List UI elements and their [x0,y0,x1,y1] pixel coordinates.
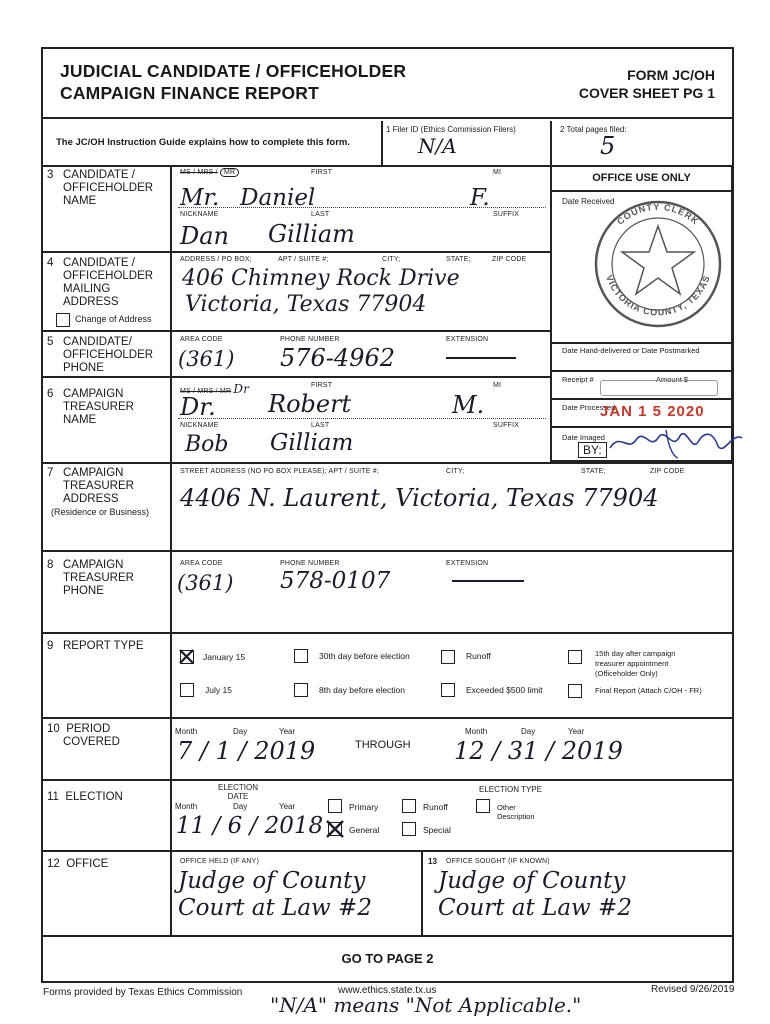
change-of-address-checkbox[interactable] [56,313,70,327]
section-9-label-text: REPORT TYPE [63,640,144,652]
candidate-area-code[interactable]: (361) [178,347,235,371]
8th-day-checkbox[interactable] [294,683,308,697]
office-divider [550,370,733,372]
section-5-label-l2: OFFICEHOLDER [63,349,154,361]
special-label: Special [423,825,451,835]
section-11-label [47,791,123,804]
section-3-label-l3: NAME [63,195,97,207]
nickname-label: NICKNAME [180,422,219,429]
phone-number-label: PHONE NUMBER [280,336,340,343]
state-label: STATE; [581,468,606,475]
july-15-label: July 15 [205,685,232,695]
other-label-l2: Description [497,812,535,821]
section-6-label-l2: TREASURER [63,401,134,413]
row-divider [41,717,734,719]
by-label: BY: [578,442,607,458]
final-report-label: Final Report (Attach C/OH - FR) [595,686,702,695]
office-sought-label: OFFICE SOUGHT (IF KNOWN) [446,858,550,865]
office-held-label: OFFICE HELD (IF ANY) [180,858,260,865]
election-type-label: ELECTION TYPE [479,785,542,794]
candidate-title-options: MS / MRS / MR [180,169,239,176]
election-date-label-l2: DATE [227,792,249,801]
period-from[interactable]: 7 / 1 / 2019 [177,737,316,765]
mi-label: MI [493,169,502,176]
other-label-l1: Other [497,803,516,812]
month-label: Month [175,802,198,811]
svg-text:VICTORIA COUNTY, TEXAS [604,274,712,318]
through-label: THROUGH [355,739,411,751]
treasurer-address[interactable]: 4406 N. Laurent, Victoria, Texas 77904 [180,484,659,512]
candidate-mi[interactable]: F. [470,185,490,211]
total-pages-value[interactable]: 5 [600,132,616,160]
section-7-label-l1: CAMPAIGN [63,467,124,479]
treasurer-area-code[interactable]: (361) [177,571,234,595]
day-label: Day [233,727,248,736]
treasurer-title-value[interactable]: Dr. [180,393,216,421]
15th-day-label-l1: 15th day after campaign [595,649,676,658]
processed-date-stamp: JAN 1 5 2020 [600,403,705,420]
section-number: 5 [47,336,54,348]
day-label: Day [233,802,248,811]
office-divider [550,190,733,192]
residence-or-business: (Residence or Business) [51,507,150,517]
election-date-label [218,783,258,801]
section-3-label [47,169,153,208]
extension-dash [452,580,524,582]
treasurer-first-name[interactable]: Robert [268,390,352,418]
clerk-signature [606,422,746,460]
office-divider [550,398,733,400]
section-10-label [47,723,120,749]
extension-label: EXTENSION [446,560,489,567]
city-label: CITY; [382,256,401,263]
candidate-phone[interactable]: 576-4962 [280,344,395,372]
row-divider [41,550,734,552]
section-number: 6 [47,388,54,400]
treasurer-mi[interactable]: M. [452,391,485,419]
section-7-label-l3: ADDRESS [63,493,119,505]
receipt-label: Receipt # [562,375,594,384]
15th-day-checkbox[interactable] [568,650,582,664]
mi-label: MI [493,382,502,389]
last-label: LAST [311,211,330,218]
date-received-label: Date Received [562,197,615,206]
primary-label: Primary [349,802,379,812]
section-number: 4 [47,257,54,269]
county-seal-stamp [584,196,732,332]
seal-bottom-text: VICTORIA COUNTY, TEXAS [604,273,712,318]
general-checkbox[interactable] [328,822,342,836]
section-9-label [47,640,144,653]
treasurer-title-inline: Dr [233,382,250,396]
section-4-label [47,257,153,309]
filer-id-value[interactable]: N/A [418,134,457,158]
zip-label: ZIP CODE [650,468,685,475]
section-number: 13 [428,857,437,866]
total-pages-label: 2 Total pages filed: [560,125,627,134]
section-11-label-text: ELECTION [65,791,123,803]
hand-delivered-label: Date Hand-delivered or Date Postmarked [562,346,700,355]
candidate-title-value[interactable]: Mr. [180,185,220,211]
final-report-checkbox[interactable] [568,684,582,698]
last-label: LAST [311,422,330,429]
dotted-line [178,207,546,208]
go-to-page-2: GO TO PAGE 2 [341,951,434,966]
runoff-election-checkbox[interactable] [402,799,416,813]
treasurer-title-options: MS / MRS / MR Dr [180,382,250,396]
section-3-label-l2: OFFICEHOLDER [63,182,154,194]
candidate-address-line2[interactable]: Victoria, Texas 77904 [185,292,427,317]
row-divider [41,251,550,253]
30th-day-checkbox[interactable] [294,649,308,663]
footer-provided-by: Forms provided by Texas Ethics Commission [43,987,243,998]
filer-id-label: 1 Filer ID (Ethics Commission Filers) [386,125,516,134]
candidate-first-name[interactable]: Daniel [240,185,316,211]
section-5-label-l1: CANDIDATE/ [63,336,132,348]
zip-label: ZIP CODE [492,256,527,263]
election-date-label-l1: ELECTION [218,783,259,792]
section-number: 10 [47,723,60,735]
section-4-label-l2: OFFICEHOLDER [63,270,154,282]
primary-checkbox[interactable] [328,799,342,813]
office-held-line1[interactable]: Judge of County [178,868,366,894]
row-divider [41,850,734,852]
exceeded-limit-label: Exceeded $500 limit [466,685,543,695]
apt-label: APT / SUITE #; [278,256,329,263]
office-sought-line2[interactable]: Court at Law #2 [438,895,632,921]
section-number: 7 [47,467,54,479]
office-use-title: OFFICE USE ONLY [592,172,691,184]
candidate-nickname[interactable]: Dan [180,222,230,250]
checkmark-x-icon [326,820,344,838]
date-imaged-label: Date Imaged [562,433,605,442]
section-10-label-l1: PERIOD [66,723,111,735]
day-label: Day [521,727,536,736]
form-title-line2: CAMPAIGN FINANCE REPORT [60,83,319,103]
receipt-stamp-box [600,380,718,396]
section-12-label-text: OFFICE [66,858,109,870]
special-checkbox[interactable] [402,822,416,836]
treasurer-nickname[interactable]: Bob [185,432,229,457]
exceeded-limit-checkbox[interactable] [441,683,455,697]
checkmark-x-icon [179,649,193,663]
month-label: Month [465,727,488,736]
section-4-label-l1: CANDIDATE / [63,257,135,269]
section-number: 8 [47,559,54,571]
july-15-checkbox[interactable] [180,683,194,697]
divider [421,850,423,935]
divider [381,121,383,165]
runoff-checkbox[interactable] [441,650,455,664]
section-4-label-l3: MAILING [63,283,111,295]
candidate-address-line1[interactable]: 406 Chimney Rock Drive [182,266,460,291]
candidate-last-name[interactable]: Gilliam [268,220,355,248]
suffix-label: SUFFIX [493,422,520,429]
section-7-label [47,467,134,506]
january-15-checkbox[interactable] [180,650,194,664]
nickname-label: NICKNAME [180,211,219,218]
section-6-label-l3: NAME [63,414,97,426]
row-divider [41,330,550,332]
first-label: FIRST [311,382,333,389]
amount-label: Amount $ [656,375,689,384]
section-8-label [47,559,134,598]
office-divider [550,342,733,344]
extension-label: EXTENSION [446,336,489,343]
section-10-label-l2: COVERED [63,736,120,748]
15th-day-label-l3: (Officeholder Only) [595,669,658,678]
period-to[interactable]: 12 / 31 / 2019 [454,737,623,765]
section-8-label-l3: PHONE [63,585,104,597]
row-divider [41,462,734,464]
section-8-label-l2: TREASURER [63,572,134,584]
treasurer-last-name[interactable]: Gilliam [270,430,354,456]
row-divider [41,935,734,937]
section-number: 3 [47,169,54,181]
label-column-divider [170,165,172,935]
suffix-label: SUFFIX [493,211,520,218]
section-8-label-l1: CAMPAIGN [63,559,124,571]
city-label: CITY; [446,468,465,475]
section-number: 11 [47,791,59,803]
row-divider [41,376,550,378]
other-checkbox[interactable] [476,799,490,813]
month-label: Month [175,727,198,736]
other-label [497,803,535,821]
handwritten-note: "N/A" means "Not Applicable." [270,993,582,1017]
form-title-line1: JUDICIAL CANDIDATE / OFFICEHOLDER [60,61,407,81]
row-divider [41,779,734,781]
section-6-label [47,388,134,427]
seal-top-text: COUNTY CLERK [615,201,701,227]
area-code-label: AREA CODE [180,336,223,343]
runoff-election-label: Runoff [423,802,448,812]
dotted-line [178,418,546,419]
header-divider [41,117,734,119]
year-label: Year [279,802,296,811]
section-number: 9 [47,640,54,652]
state-label: STATE; [446,256,471,263]
phone-number-label: PHONE NUMBER [280,560,340,567]
15th-day-label-l2: treasurer appointment [595,659,669,668]
footer-revised: Revised 9/26/2019 [651,984,735,995]
form-id-line2: COVER SHEET PG 1 [578,85,715,101]
section-12-label [47,858,108,871]
address-label: ADDRESS / PO BOX; [180,256,252,263]
section-5-label-l3: PHONE [63,362,104,374]
date-processed-label: Date Processed [562,403,616,412]
runoff-label: Runoff [466,651,491,661]
street-address-label: STREET ADDRESS (NO PO BOX PLEASE); APT / SUITE #; [180,468,379,475]
office-held-line2[interactable]: Court at Law #2 [178,895,372,921]
area-code-label: AREA CODE [180,560,223,567]
row-divider [41,632,734,634]
section-7-label-l2: TREASURER [63,480,134,492]
instructions-text: The JC/OH Instruction Guide explains how to complete this form. [56,137,351,148]
divider [550,121,552,165]
office-sought-line1[interactable]: Judge of County [438,868,626,894]
svg-text:COUNTY CLERK [615,202,701,227]
january-15-label: January 15 [203,652,246,662]
section-3-label-l1: CANDIDATE / [63,169,135,181]
treasurer-phone[interactable]: 578-0107 [280,568,391,594]
section-4-label-l4: ADDRESS [63,296,119,308]
first-label: FIRST [311,169,333,176]
footer-website[interactable]: www.ethics.state.tx.us [338,985,437,996]
year-label: Year [568,727,585,736]
general-label: General [349,825,380,835]
election-date-value[interactable]: 11 / 6 / 2018 [176,813,324,839]
change-of-address-label: Change of Address [75,314,152,324]
section-number: 12 [47,858,60,870]
section-5-label [47,336,153,375]
8th-day-label: 8th day before election [319,685,406,695]
section-6-label-l1: CAMPAIGN [63,388,124,400]
extension-dash [446,357,516,359]
year-label: Year [279,727,296,736]
form-id-line1: FORM JC/OH [627,67,715,83]
15th-day-label [595,649,675,679]
30th-day-label: 30th day before election [319,651,410,661]
